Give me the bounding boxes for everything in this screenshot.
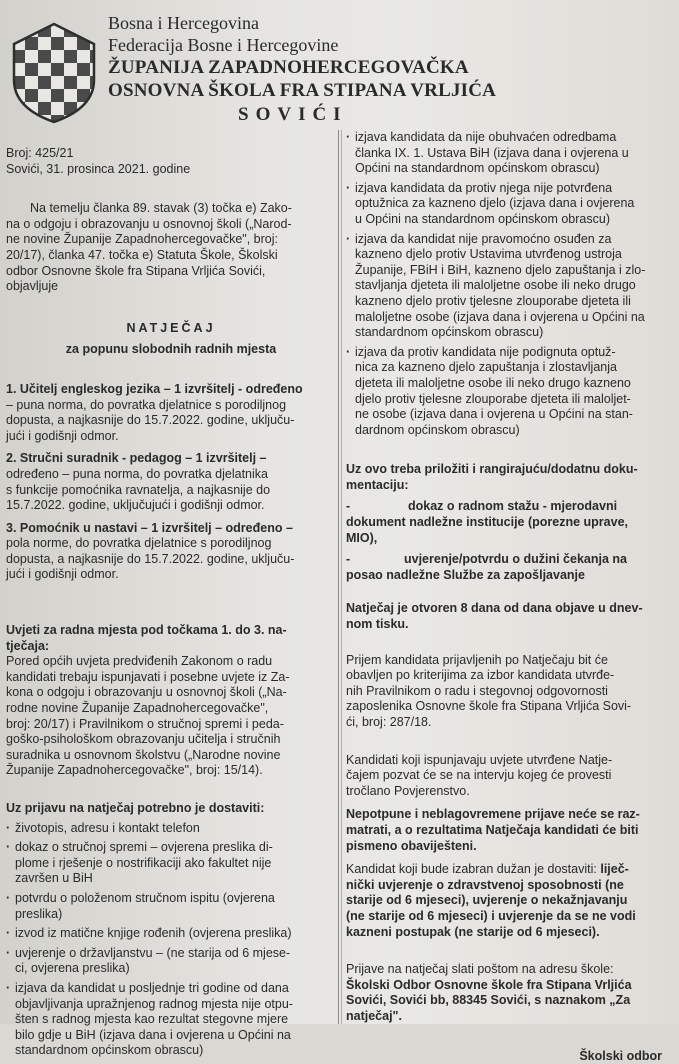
left-column — [6, 146, 336, 1059]
crest-square — [64, 76, 77, 89]
position-line: – puna norma, do povratka djelatnice s porodiljnog — [6, 398, 336, 414]
extra-docs-section — [346, 462, 674, 583]
conditions-line: Pored općih uvjeta predviđenih Zakonom o radu — [6, 654, 336, 670]
signature: Školski odbor — [346, 1049, 674, 1064]
document-item-line: · izjava kandidata da nije obuhvaćen odredbama — [355, 130, 674, 146]
extra-doc-item — [346, 552, 674, 583]
document-item-line: preslika) — [15, 907, 336, 923]
incomplete-line: Nepotpune i neblagovremene prijave neće se raz- — [346, 807, 674, 823]
conditions-line: suradnika u osnovnom školstvu („Narodne novine — [6, 748, 336, 764]
selected-line-bold: starije od 6 mjeseci), uvjerenje o nekažnjavanju — [346, 893, 674, 909]
checkered-shield-crest-icon — [8, 22, 100, 124]
document-item-line: · uvjerenje o državljanstvu – (ne starija od 6 mjese- — [15, 946, 336, 962]
document-item-line: optužnica za kazneno djelo (izjava dana i ovjerena — [355, 196, 674, 212]
crest-square — [25, 115, 38, 128]
position-2 — [6, 451, 336, 513]
header-canton: ŽUPANIJA ZAPADNOHERCEGOVAČKA — [108, 56, 668, 79]
document-item — [346, 345, 674, 439]
document-item-line: članka IX. 1. Ustava BiH (izjava dana i ovjerena u — [355, 146, 674, 162]
intro-line: objavljuje — [6, 279, 336, 295]
document-item-line: · dokaz o stručnoj spremi – ovjerena preslika di- — [15, 840, 336, 856]
document-item-line: Županije, FBiH i BiH, kazneno djelo zapuštanja i zlo- — [355, 263, 674, 279]
column-divider-shadow — [341, 130, 342, 1024]
address-line: Sovići, Sovići bb, 88345 Sovići, s naznakom „Za — [346, 993, 674, 1009]
crest-square — [90, 128, 103, 141]
conditions-title: tječaja: — [6, 639, 336, 655]
conditions-line: kona o odgoju i obrazovanju u osnovnoj školi („Na- — [6, 685, 336, 701]
interview-line: čajem pozvat će se na intervju kojeg će provesti — [346, 768, 674, 784]
document-item-line: · životopis, adresu i kontakt telefon — [15, 821, 336, 837]
position-1 — [6, 382, 336, 444]
column-divider — [338, 130, 339, 1024]
crest-square — [25, 37, 38, 50]
document-item-line: · izjava kandidata da protiv njega nije potvrđena — [355, 181, 674, 197]
document-item-line: objavljivanja upražnjenog radnog mjesta nije otpu- — [15, 997, 336, 1013]
crest-square — [51, 89, 64, 102]
position-line: s funkcije pomoćnika ravnatelja, a najkasnije do — [6, 483, 336, 499]
conditions-line: rodne novine Županije Zapadnohercegovačke", — [6, 701, 336, 717]
extra-doc-line: dokument nadležne institucije (porezne uprave, — [346, 515, 674, 531]
interview-paragraph — [346, 753, 674, 800]
document-date: Sovići, 31. prosinca 2021. godine — [6, 162, 336, 178]
intro-line: na o odgoju i obrazovanju u osnovnoj školi („Narod- — [6, 217, 336, 233]
school-header — [0, 0, 679, 130]
document-item-line: standardnom općinskom obrascu) — [15, 1043, 336, 1059]
interview-line: Kandidati koji ispunjavaju uvjete utvrđene Natje- — [346, 753, 674, 769]
document-item-line: standardnom općinskom obrascu) — [355, 325, 674, 341]
position-line: 3. Pomoćnik u nastavi – 1 izvršitelj – određeno – — [6, 521, 336, 537]
crest-square — [90, 76, 103, 89]
incomplete-line: pismeno obaviješteni. — [346, 839, 674, 855]
crest-square — [51, 63, 64, 76]
selection-line: Prijem kandidata prijavljenih po Natječaju bit će — [346, 653, 674, 669]
crest-square — [38, 50, 51, 63]
address-section — [346, 962, 674, 1024]
position-line: jući i godišnji odmor. — [6, 567, 336, 583]
open-period-line: Natječaj je otvoren 8 dana od dana objave u dnev- — [346, 601, 674, 617]
conditions-line: broj: 20/17) i Pravilnikom o stručnoj spremi i peda- — [6, 717, 336, 733]
document-item — [6, 840, 336, 887]
position-line: 1. Učitelj engleskog jezika – 1 izvršitelj - određeno — [6, 382, 336, 398]
conditions-line: Županije Zapadnohercegovačke", broj: 15/14). — [6, 763, 336, 779]
document-item-line: djelo protiv tjelesne zlouporabe djeteta ili maloljet- — [355, 392, 674, 408]
notice-subtitle: za popunu slobodnih radnih mjesta — [6, 342, 336, 358]
documents-title: Uz prijavu na natječaj potrebno je dostaviti: — [6, 801, 336, 817]
document-item — [6, 821, 336, 837]
header-town: SOVIĆI — [108, 102, 668, 128]
position-line: jući i godišnji odmor. — [6, 429, 336, 445]
address-line: Školski Odbor Osnovne škole fra Stipana Vrljića — [346, 978, 674, 994]
crest-square — [90, 24, 103, 37]
position-line: 15.7.2022. godine, uključujući i godišnji odmor. — [6, 498, 336, 514]
conditions-title: Uvjeti za radna mjesta pod točkama 1. do 3. na- — [6, 623, 336, 639]
document-item — [6, 891, 336, 922]
document-item — [6, 946, 336, 977]
address-line: natječaj". — [346, 1009, 674, 1025]
documents-section — [6, 801, 336, 1059]
extra-doc-line: dokaz o radnom stažu - mjerodavni — [408, 499, 617, 513]
document-item-line: plome i rješenje o nostrifikaciji ako fakultet nije — [15, 856, 336, 872]
crest-square — [51, 37, 64, 50]
document-item-line: stavljanja djeteta ili maloljetne osobe ili neko drugo — [355, 278, 674, 294]
intro-line: odbor Osnovne škole fra Stipana Vrljića Sovići, — [6, 264, 336, 280]
crest-square — [77, 115, 90, 128]
dash-marker: - — [346, 499, 408, 515]
selected-line-plain: Kandidat koji bude izabran dužan je dostaviti: — [346, 862, 600, 876]
intro-paragraph — [6, 201, 336, 295]
dash-marker: - — [346, 552, 404, 568]
document-item — [346, 232, 674, 341]
document-item — [346, 181, 674, 228]
selected-line-bold: liječ- — [600, 862, 629, 876]
right-column — [346, 130, 674, 1064]
document-item-line: ci, ovjerena preslika) — [15, 961, 336, 977]
document-item-line: · izjava da kandidat u posljednje tri godine od dana — [15, 981, 336, 997]
header-text — [108, 12, 668, 128]
crest-square — [12, 24, 25, 37]
position-line: određeno – puna norma, do povratka djelatnika — [6, 467, 336, 483]
open-period-line: nom tisku. — [346, 617, 674, 633]
crest-square — [38, 128, 51, 141]
document-item-line: dardnom općinskom obrascu) — [355, 423, 674, 439]
document-number: Broj: 425/21 — [6, 146, 336, 162]
selection-line: ći, broj: 287/18. — [346, 715, 674, 731]
extra-doc-line: MIO), — [346, 531, 674, 547]
extra-docs-title: Uz ovo treba priložiti i rangirajuću/dodatnu doku- — [346, 462, 674, 478]
position-3 — [6, 521, 336, 583]
incomplete-notice — [346, 807, 674, 854]
crest-square — [64, 128, 77, 141]
position-line: pola norme, do povratka djelatnice s porodiljnog — [6, 536, 336, 552]
address-intro: Prijave na natječaj slati poštom na adresu škole: — [346, 962, 674, 978]
open-period — [346, 601, 674, 632]
selected-line-bold: nički uvjerenje o zdravstvenoj sposobnosti (ne — [346, 878, 674, 894]
selection-paragraph — [346, 653, 674, 731]
selected-line-bold: kazneni postupak (ne starije od 6 mjeseci). — [346, 925, 674, 941]
crest-square — [90, 102, 103, 115]
selected-candidate-paragraph — [346, 862, 674, 940]
header-school: OSNOVNA ŠKOLA FRA STIPANA VRLJIĆA — [108, 79, 668, 102]
document-item-line: · potvrdu o položenom stručnom ispitu (ovjerena — [15, 891, 336, 907]
conditions-section — [6, 623, 336, 779]
crest-square — [25, 63, 38, 76]
document-item-line: u Općini na standardnom općinskom obrascu) — [355, 212, 674, 228]
position-line: dopusta, a najkasnije do 15.7.2022. godine, uključu- — [6, 552, 336, 568]
extra-doc-line: posao nadležne Službe za zapošljavanje — [346, 568, 674, 584]
intro-line: 20/17), članka 47. točka e) Statuta Škole, Školski — [6, 248, 336, 264]
crest-square — [64, 50, 77, 63]
position-line: 2. Stručni suradnik - pedagog – 1 izvršitelj – — [6, 451, 336, 467]
document-item-line: · izjava da protiv kandidata nije podignuta optuž- — [355, 345, 674, 361]
conditions-line: kandidati trebaju ispunjavati i posebne uvjete iz Za- — [6, 670, 336, 686]
intro-line: Na temelju članka 89. stavak (3) točka e) Zako- — [30, 201, 336, 217]
crest-square — [90, 50, 103, 63]
position-line: dopusta, a najkasnije do 15.7.2022. godine, uključu- — [6, 413, 336, 429]
header-country: Bosna i Hercegovina — [108, 12, 668, 34]
document-item-line: · izvod iz matične knjige rođenih (ovjerena preslika) — [15, 926, 336, 942]
crest-square — [25, 89, 38, 102]
document-item-line: kazneno djelo protiv tjelesne zlouporabe djeteta ili — [355, 294, 674, 310]
conditions-line: goško-psihološkom obrazovanju učitelja i stručnih — [6, 732, 336, 748]
crest-square — [77, 63, 90, 76]
document-item — [6, 926, 336, 942]
selection-line: obavljen po kriterijima za izbor kandidata utvrđe- — [346, 668, 674, 684]
crest-square — [12, 128, 25, 141]
selected-line-bold: (ne starije od 6 mjeseci) i uvjerenje da se ne vodi — [346, 909, 674, 925]
interview-line: tročlano Povjerenstvo. — [346, 784, 674, 800]
document-item-line: ne osobe (izjava dana i ovjerena u Općini na stan- — [355, 407, 674, 423]
selection-line: zaposlenika Osnovne škole fra Stipana Vrljića Sovi- — [346, 699, 674, 715]
header-federation: Federacija Bosne i Hercegovine — [108, 34, 668, 56]
document-item-line: Općini na standardnom općinskom obrascu) — [355, 161, 674, 177]
document-item-line: bilo gdje u BiH (izjava dana i ovjerena u Općini na — [15, 1028, 336, 1044]
extra-doc-item — [346, 499, 674, 546]
crest-square — [38, 76, 51, 89]
intro-line: ne novine Županije Zapadnohercegovačke", broj: — [6, 232, 336, 248]
notice-title: NATJEČAJ — [6, 321, 336, 337]
extra-doc-line: uvjerenje/potvrdu o dužini čekanja na — [404, 552, 627, 566]
document-item-line: djeteta ili maloljetne osobe ili neko drugo kazneno — [355, 376, 674, 392]
document-item — [346, 130, 674, 177]
crest-square — [38, 102, 51, 115]
document-item-line: završen u BiH — [15, 871, 336, 887]
selection-line: nih Pravilnikom o radu i stegovnoj odgovornosti — [346, 684, 674, 700]
document-item-line: nica za kazneno djelo zapuštanja i zlostavljanja — [355, 360, 674, 376]
document-item-line: · izjava da kandidat nije pravomoćno osuđen za — [355, 232, 674, 248]
extra-docs-title: mentaciju: — [346, 478, 674, 494]
document-item-line: maloljetne osobe (izjava dana i ovjerena u Općini na — [355, 310, 674, 326]
document-item — [6, 981, 336, 1059]
incomplete-line: matrati, a o rezultatima Natječaja kandidati će biti — [346, 823, 674, 839]
document-item-line: šten s radnog mjesta kao rezultat stegovne mjere — [15, 1012, 336, 1028]
document-item-line: kazneno djelo protiv Ustavima utvrđenog ustroja — [355, 247, 674, 263]
